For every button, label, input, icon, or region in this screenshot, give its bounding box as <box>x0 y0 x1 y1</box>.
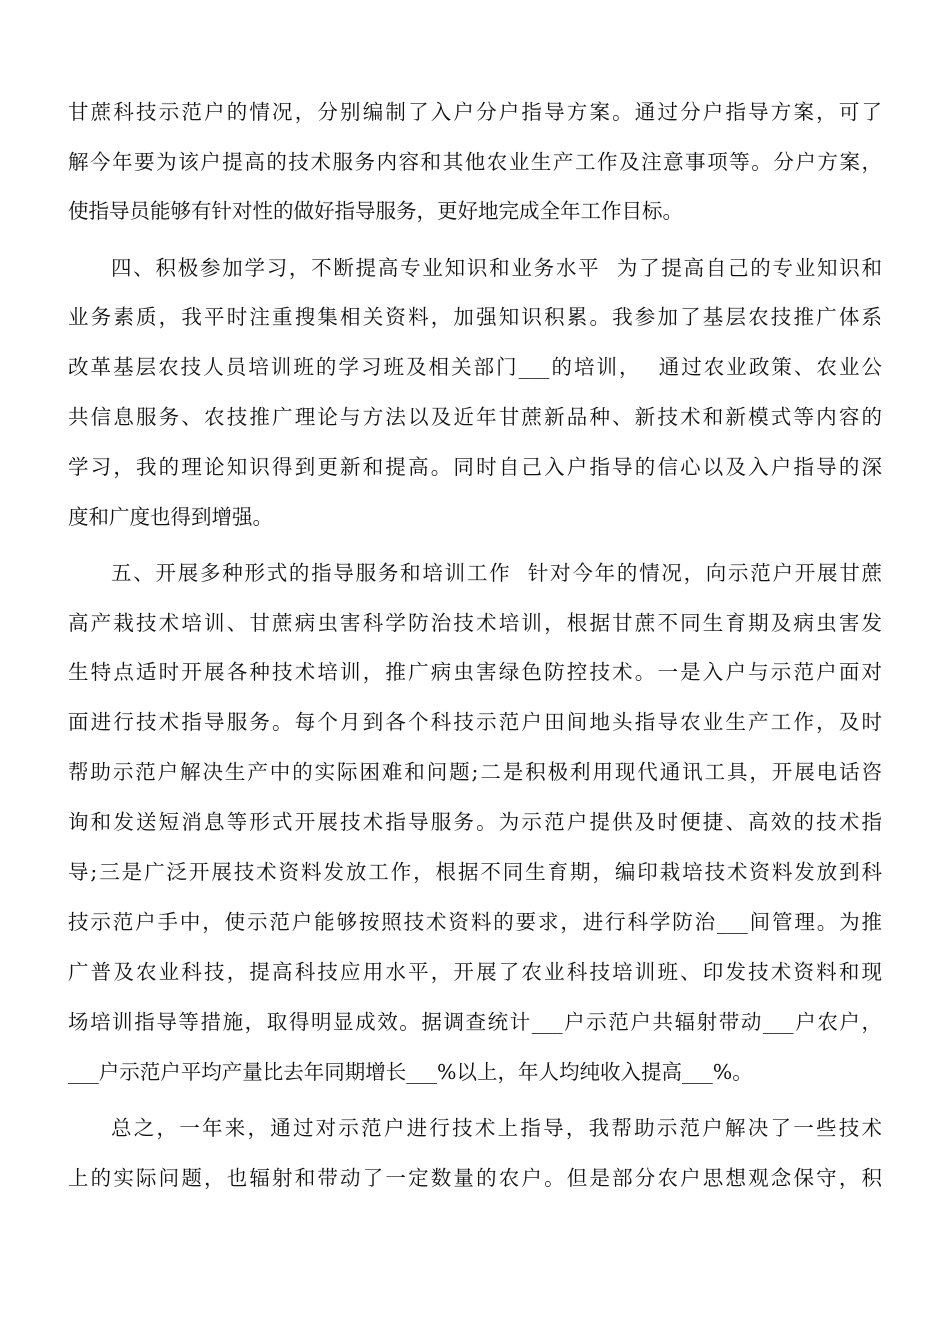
paragraph-3-line-4: 面进行技术指导服务。每个月到各个科技示范户田间地头指导农业生产工作，及时 <box>68 710 882 734</box>
paragraph-3-line-11: ___户示范户平均产量比去年同期增长___%以上，年人均纯收入提高___%。 <box>68 1060 753 1084</box>
paragraph-4-line-1: 总之，一年来，通过对示范户进行技术上指导，我帮助示范户解决了一些技术 <box>111 1116 882 1140</box>
paragraph-1-line-3: 使指导员能够有针对性的做好指导服务，更好地完成全年工作目标。 <box>68 199 683 223</box>
paragraph-4-line-2: 上的实际问题，也辐射和带动了一定数量的农户。但是部分农户思想观念保守，积 <box>68 1166 882 1190</box>
paragraph-3-line-3: 生特点适时开展各种技术培训，推广病虫害绿色防控技术。一是入户与示范户面对 <box>68 660 882 684</box>
paragraph-2-line-2: 业务素质，我平时注重搜集相关资料，加强知识积累。我参加了基层农技推广体系 <box>68 305 882 329</box>
paragraph-1-line-1: 甘蔗科技示范户的情况，分别编制了入户分户指导方案。通过分户指导方案，可了 <box>68 100 882 124</box>
paragraph-3-line-7: 导;三是广泛开展技术资料发放工作，根据不同生育期，编印栽培技术资料发放到科 <box>68 860 882 884</box>
paragraph-2-line-4: 共信息服务、农技推广理论与方法以及近年甘蔗新品种、新技术和新模式等内容的 <box>68 405 882 429</box>
paragraph-3-line-10: 场培训指导等措施，取得明显成效。据调查统计___户示范户共辐射带动___户农户， <box>68 1010 882 1034</box>
paragraph-3-line-9: 广普及农业科技，提高科技应用水平，开展了农业科技培训班、印发技术资料和现 <box>68 960 882 984</box>
paragraph-2-line-5: 学习，我的理论知识得到更新和提高。同时自己入户指导的信心以及入户指导的深 <box>68 455 882 479</box>
paragraph-1-line-2: 解今年要为该户提高的技术服务内容和其他农业生产工作及注意事项等。分户方案， <box>68 150 882 174</box>
paragraph-3-line-5: 帮助示范户解决生产中的实际困难和问题;二是积极利用现代通讯工具，开展电话咨 <box>68 760 882 784</box>
paragraph-3-line-8: 技示范户手中，使示范户能够按照技术资料的要求，进行科学防治___间管理。为推 <box>68 910 882 934</box>
paragraph-2-line-6: 度和广度也得到增强。 <box>68 505 273 529</box>
paragraph-3-line-2: 高产栽技术培训、甘蔗病虫害科学防治技术培训，根据甘蔗不同生育期及病虫害发 <box>68 611 882 635</box>
paragraph-3-line-6: 询和发送短消息等形式开展技术指导服务。为示范户提供及时便捷、高效的技术指 <box>68 810 882 834</box>
paragraph-2-line-3: 改革基层农技人员培训班的学习班及相关部门___的培训， 通过农业政策、农业公 <box>68 355 882 379</box>
paragraph-3-line-1: 五、开展多种形式的指导服务和培训工作 针对今年的情况，向示范户开展甘蔗 <box>111 561 882 585</box>
paragraph-2-line-1: 四、积极参加学习，不断提高专业知识和业务水平 为了提高自己的专业知识和 <box>111 256 882 280</box>
